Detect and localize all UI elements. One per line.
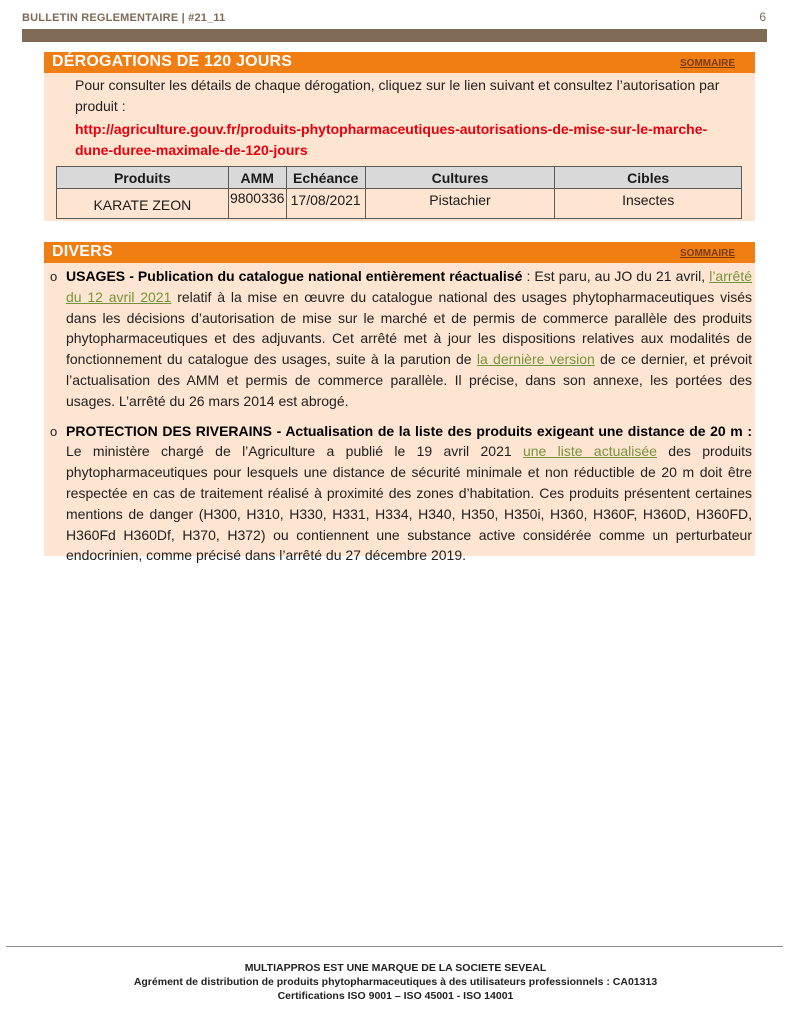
table-row — [57, 189, 742, 219]
footer-line-2: Agrément de distribution de produits phytopharmaceutiques à des utilisateurs professionnels : CA01313 — [133, 976, 658, 988]
cell-cibles: Insectes — [555, 189, 742, 219]
derogations-title: DÉROGATIONS DE 120 JOURS — [52, 53, 293, 70]
page-header — [22, 8, 770, 28]
bullet-icon: o — [50, 423, 58, 439]
bulletin-title: BULLETIN REGLEMENTAIRE | #21_11 — [22, 12, 226, 24]
cell-cultures: Pistachier — [365, 189, 555, 219]
footer-divider — [6, 946, 783, 947]
list-item — [50, 421, 752, 567]
sommaire-link[interactable]: SOMMAIRE — [680, 58, 735, 69]
header-bar — [22, 29, 767, 42]
col-echeance: Echéance — [286, 167, 365, 189]
item-text: : Est paru, au JO du 21 avril, — [522, 268, 710, 284]
col-cultures: Cultures — [365, 167, 555, 189]
arrete-link[interactable]: l’arrêté du 12 avril 2021 — [66, 268, 752, 305]
item-text: des produits phytopharmaceutiques pour lesquels une distance de sécurité minimale et non réductible de 20 m doit être respectée en cas de traitement réalisé à proximité des zones d’habitation. Ces produits présentent certaines mentions de danger (H300, H310, H330, H331, H334, H340, H350, H350i, H360, H360F, H360D, H360FD, H360Fd H360Df, H370, H372) ou contiennent une substance active considérée comme un perturbateur endocrinien, comme précisé dans l’arrêté du 27 décembre 2019. — [66, 443, 752, 564]
cell-echeance: 17/08/2021 — [286, 189, 365, 219]
page-number: 6 — [759, 10, 766, 24]
col-amm: AMM — [228, 167, 286, 189]
derniere-version-link[interactable]: la dernière version — [476, 351, 595, 368]
sommaire-link[interactable]: SOMMAIRE — [680, 248, 735, 259]
item-text: Le ministère chargé de l’Agriculture a publié le 19 avril 2021 — [66, 443, 523, 460]
liste-actualisee-link[interactable]: une liste actualisée — [522, 443, 657, 460]
cell-amm: 9800336 — [228, 189, 286, 219]
item-heading: PROTECTION DES RIVERAINS - Actualisation de la liste des produits exigeant une distance de 20 m : — [66, 422, 752, 439]
derogations-url-link[interactable]: http://agriculture.gouv.fr/produits-phytopharmaceutiques-autorisations-de-mise-sur-le-marche-dune-duree-maximale-de-120-jours — [75, 121, 708, 158]
divers-items — [50, 266, 752, 566]
derogations-intro: Pour consulter les détails de chaque dérogation, cliquez sur le lien suivant et consultez l’autorisation par produit : — [75, 77, 720, 114]
footer-line-1: MULTIAPPROS EST UNE MARQUE DE LA SOCIETE SEVEAL — [244, 962, 547, 974]
divers-header — [44, 242, 755, 263]
footer-line-3: Certifications ISO 9001 – ISO 45001 - ISO 14001 — [277, 990, 514, 1002]
bullet-icon: o — [50, 269, 58, 284]
list-item — [50, 266, 752, 412]
item-heading: USAGES - Publication du catalogue national entièrement réactualisé — [66, 268, 523, 284]
item-text: de ce dernier, et prévoit l’actualisation des AMM et permis de commerce parallèle. Il précise, dans son annexe, les portées des usages. L’arrêté du 26 mars 2014 est abrogé. — [66, 351, 753, 409]
item-text: relatif à la mise en œuvre du catalogue national des usages phytopharmaceutiques visés dans les décisions d’autorisation de mise sur le marché et de permis de commerce parallèle des produits phytopharmaceutiques et des adjuvants. Cet arrêté met à jour les dispositions relatives aux modalités de fonctionnement du catalogue des usages, suite à la parution de — [66, 288, 752, 368]
table-header-row — [57, 167, 742, 189]
col-cibles: Cibles — [555, 167, 742, 189]
derogations-section — [44, 52, 755, 221]
cell-produit: KARATE ZEON — [57, 189, 229, 219]
col-produits: Produits — [57, 167, 229, 189]
divers-section — [44, 242, 755, 564]
derogations-table — [56, 166, 742, 219]
derogations-header — [44, 52, 755, 73]
divers-title: DIVERS — [52, 243, 113, 260]
